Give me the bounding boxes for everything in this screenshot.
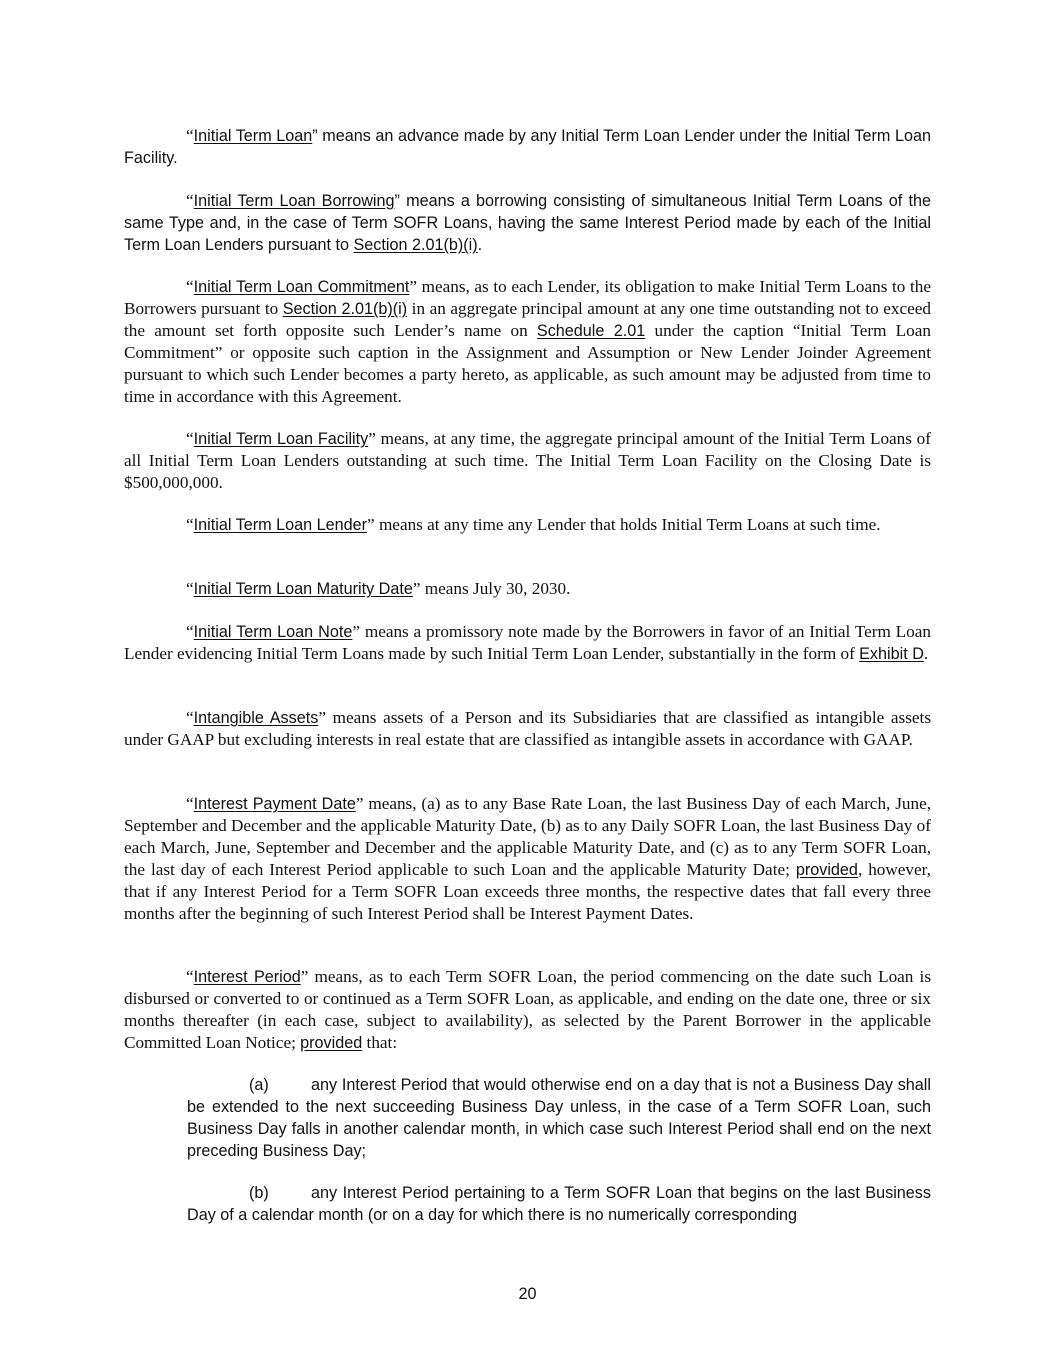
defined-term: Initial Term Loan Maturity Date: [193, 580, 413, 598]
section-reference-link[interactable]: Section 2.01(b)(i): [282, 300, 408, 318]
definition-initial-term-loan-facility: “Initial Term Loan Facility” means, at any time, the aggregate principal amount of the Initial Term Loans of all Initial Term Loan Lenders outstanding at such time. The Initial Term Loan Facility on the Closing Date is $500,000,000.: [124, 429, 931, 492]
definition-initial-term-loan-borrowing: “Initial Term Loan Borrowing” means a borrowing consisting of simultaneous Initial Term Loans of the same Type and, in the case of Term SOFR Loans, having the same Interest Period made by each of the Initial Term Loan Lenders pursuant to Section 2.01(b)(i).: [124, 191, 931, 254]
schedule-reference-link[interactable]: Schedule 2.01: [536, 322, 646, 340]
clause-text: any Interest Period pertaining to a Term SOFR Loan that begins on the last Business Day of a calendar month (or on a day for which there is no numerically corresponding: [187, 1184, 931, 1224]
clause-label: (a): [249, 1076, 269, 1094]
definition-interest-payment-date: “Interest Payment Date” means, (a) as to any Base Rate Loan, the last Business Day of each March, June, September and December and the applicable Maturity Date, (b) as to any Daily SOFR Loan, the last Business Day of each March, June, September and December and the applicable Maturity Date, and (c) as to any Term SOFR Loan, the last day of each Interest Period applicable to such Loan and the applicable Maturity Date; provided, however, that if any Interest Period for a Term SOFR Loan exceeds three months, the respective dates that fall every three months after the beginning of such Interest Period shall be Interest Payment Dates.: [124, 794, 931, 923]
page-number: 20: [518, 1285, 537, 1303]
defined-term: Initial Term Loan Note: [193, 623, 353, 641]
defined-term: Intangible Assets: [193, 709, 319, 727]
clause-a: [187, 1074, 931, 1162]
proviso-term: provided: [795, 861, 858, 879]
section-reference-link[interactable]: Section 2.01(b)(i): [353, 236, 478, 254]
clause-label: (b): [249, 1184, 269, 1202]
defined-term: Interest Payment Date: [193, 795, 356, 813]
definition-initial-term-loan-maturity-date: “Initial Term Loan Maturity Date” means July 30, 2030.: [186, 579, 571, 598]
definition-initial-term-loan-note: “Initial Term Loan Note” means a promissory note made by the Borrowers in favor of an Initial Term Loan Lender evidencing Initial Term Loans made by such Initial Term Loan Lender, substantially in the form of Exhibit D.: [124, 622, 931, 663]
clause-b: [187, 1182, 931, 1226]
exhibit-reference-link[interactable]: Exhibit D: [859, 645, 924, 663]
defined-term: Initial Term Loan Commitment: [193, 278, 410, 296]
defined-term: Initial Term Loan: [193, 127, 313, 145]
defined-term: Initial Term Loan Lender: [193, 516, 368, 534]
clause-text: any Interest Period that would otherwise end on a day that is not a Business Day shall be extended to the next succeeding Business Day unless, in the case of a Term SOFR Loan, such Business Day falls in another calendar month, in which case such Interest Period shall end on the next preceding Business Day;: [187, 1076, 931, 1160]
defined-term: Initial Term Loan Borrowing: [193, 192, 395, 210]
proviso-term: provided: [300, 1034, 363, 1052]
defined-term: Initial Term Loan Facility: [193, 430, 369, 448]
defined-term: Interest Period: [193, 968, 301, 986]
definition-interest-period: “Interest Period” means, as to each Term SOFR Loan, the period commencing on the date such Loan is disbursed or converted to or continued as a Term SOFR Loan, as applicable, and ending on the date one, three or six months thereafter (in each case, subject to availability), as selected by the Parent Borrower in the applicable Committed Loan Notice; provided that:: [124, 967, 932, 1052]
definition-initial-term-loan: “Initial Term Loan” means an advance made by any Initial Term Loan Lender under the Initial Term Loan Facility.: [124, 126, 931, 167]
definition-initial-term-loan-lender: “Initial Term Loan Lender” means at any time any Lender that holds Initial Term Loans at such time.: [186, 515, 881, 534]
definition-initial-term-loan-commitment: “Initial Term Loan Commitment” means, as to each Lender, its obligation to make Initial Term Loans to the Borrowers pursuant to Section 2.01(b)(i) in an aggregate principal amount at any one time outstanding not to exceed the amount set forth opposite such Lender’s name on Schedule 2.01 under the caption “Initial Term Loan Commitment” or opposite such caption in the Assignment and Assumption or New Lender Joinder Agreement pursuant to which such Lender becomes a party hereto, as applicable, as such amount may be adjusted from time to time in accordance with this Agreement.: [124, 277, 931, 406]
definition-intangible-assets: “Intangible Assets” means assets of a Person and its Subsidiaries that are classified as intangible assets under GAAP but excluding interests in real estate that are classified as intangible assets in accordance with GAAP.: [124, 708, 932, 749]
